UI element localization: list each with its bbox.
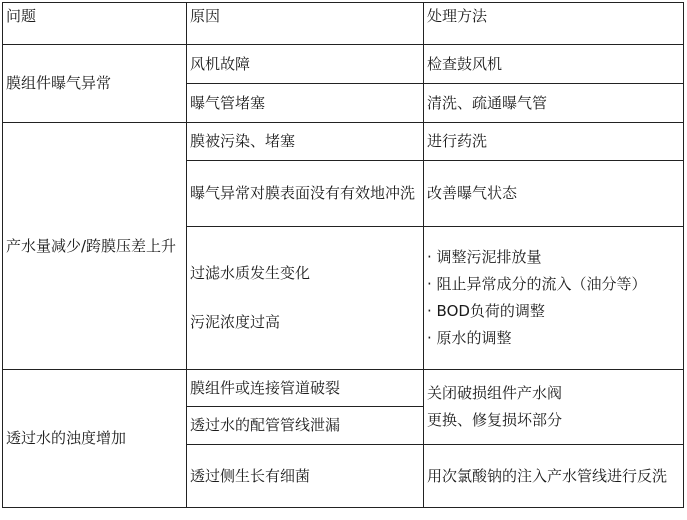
header-solution: 处理方法: [424, 3, 684, 45]
table-row: [3, 45, 684, 84]
solution-item: 关闭破损组件产水阀: [427, 384, 563, 402]
cause-cell: 透过水的配管管线泄漏: [187, 407, 424, 445]
table-header-row: [3, 3, 684, 45]
header-cause: 原因: [187, 3, 424, 45]
solution-item: · 阻止异常成分的流入（油分等）: [427, 275, 647, 293]
solution-cell: 改善曝气状态: [424, 161, 684, 227]
problem-cell: 透过水的浊度增加: [3, 370, 187, 508]
cause-cell: 风机故障: [187, 45, 424, 84]
solution-item: · BOD负荷的调整: [427, 302, 545, 320]
cause-cell: 透过侧生长有细菌: [187, 445, 424, 508]
troubleshooting-table: [2, 2, 684, 508]
table-row: [3, 123, 684, 161]
cause-cell: 曝气异常对膜表面没有有效地冲洗: [187, 161, 424, 227]
cause-item: 过滤水质发生变化: [190, 264, 311, 282]
cause-cell: 膜被污染、堵塞: [187, 123, 424, 161]
cause-cell: 膜组件或连接管道破裂: [187, 370, 424, 407]
solution-cell: 检查鼓风机: [424, 45, 684, 84]
cause-cell: 曝气管堵塞: [187, 84, 424, 123]
table-row: [3, 370, 684, 407]
solution-item: · 原水的调整: [427, 329, 512, 347]
solution-item: · 调整污泥排放量: [427, 248, 542, 266]
problem-cell: 产水量减少/跨膜压差上升: [3, 123, 187, 370]
header-problem: 问题: [3, 3, 187, 45]
solution-cell: 用次氯酸钠的注入产水管线进行反洗: [424, 445, 684, 508]
solution-item: 更换、修复损坏部分: [427, 411, 563, 429]
solution-cell: 清洗、疏通曝气管: [424, 84, 684, 123]
problem-cell: 膜组件曝气异常: [3, 45, 187, 123]
cause-cell: [187, 227, 424, 370]
cause-item: 污泥浓度过高: [190, 313, 281, 331]
solution-cell: [424, 227, 684, 370]
solution-cell: [424, 370, 684, 445]
solution-cell: 进行药洗: [424, 123, 684, 161]
